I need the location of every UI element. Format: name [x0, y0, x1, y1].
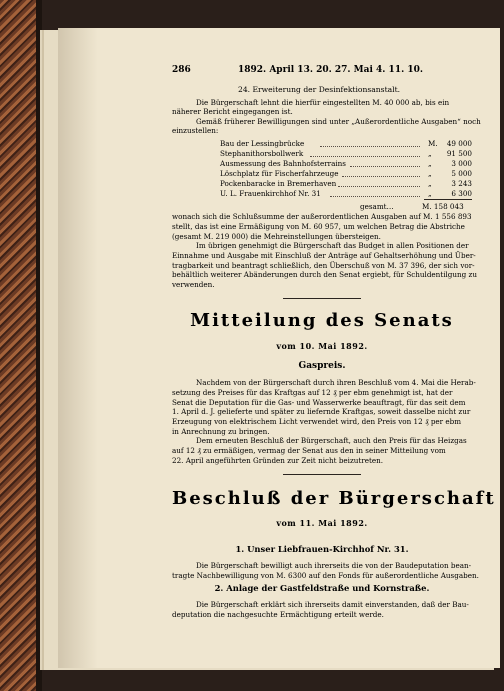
paragraph-line: Die Bürgerschaft bewilligt auch ihrerseits die von der Baudeputation bean- [196, 561, 472, 570]
leader-dots [320, 146, 420, 147]
budget-item-amount: 3 243 [451, 179, 472, 188]
budget-item-label: Löschplatz für Fischerfahrzeuge [220, 169, 339, 178]
budget-item-currency: „ [428, 159, 432, 168]
paragraph-line: näherer Bericht eingegangen ist. [172, 107, 293, 116]
leader-dots [342, 176, 420, 177]
budget-item-label: Bau der Lessingbrücke [220, 139, 305, 148]
paragraph-line: (gesamt M. 219 000) die Mehreinstellungen übersteigen. [172, 232, 381, 241]
section-heading-senat: Mitteilung des Senats [190, 310, 454, 331]
page-gutter-shadow [58, 28, 98, 668]
paragraph-line: behältlich weiterer Abänderungen durch den Senat ergiebt, für Schuldentilgung zu [172, 270, 477, 279]
paragraph-line: Erzeugung von elektrischem Licht verwendet wird, den Preis von 12 ₰ per ebm [172, 417, 462, 426]
budget-item-amount: 3 000 [451, 159, 472, 168]
subheading-liebfrauen: 1. Unser Liebfrauen-Kirchhof Nr. 31. [235, 544, 409, 554]
sum-rule [424, 199, 472, 200]
paragraph-line: auf 12 ₰ zu ermäßigen, vermag der Senat aus den in seiner Mitteilung vom [172, 446, 446, 455]
binding-edge [36, 0, 42, 691]
paragraph-line: Dem erneuten Beschluß der Bürgerschaft, auch den Preis für das Heizgas [196, 436, 467, 445]
paragraph-line: stellt, das ist eine Ermäßigung von M. 60 957, um welchen Betrag die Abstriche [172, 222, 465, 231]
budget-item-currency: „ [428, 169, 432, 178]
paragraph-line: Senat die Deputation für die Gas- und Wasserwerke beauftragt, für das seit dem [172, 398, 466, 407]
subheading-gastfeldstrasse: 2. Anlage der Gastfeldstraße und Kornstraße. [214, 583, 430, 593]
budget-item-amount: 91 500 [446, 149, 472, 158]
leader-dots [350, 166, 420, 167]
budget-item-amount: 6 300 [451, 189, 472, 198]
page-number: 286 [172, 65, 191, 75]
budget-item-currency: „ [428, 189, 432, 198]
paragraph-line: 22. April angeführten Gründen zur Zeit nicht beizutreten. [172, 456, 384, 465]
paragraph-line: setzung des Preises für das Kraftgas auf 12 ₰ per ebm genehmigt ist, hat der [172, 388, 453, 397]
paragraph-line: Die Bürgerschaft lehnt die hierfür eingestellten M. 40 000 ab, bis ein [196, 98, 450, 107]
book-binding [0, 0, 40, 691]
paragraph-line: Die Bürgerschaft erklärt sich ihrerseits damit einverstanden, daß der Bau- [196, 600, 469, 609]
leader-dots [310, 156, 420, 157]
paragraph-line: verwenden. [172, 280, 215, 289]
budget-item-amount: 5 000 [451, 169, 472, 178]
leader-dots [330, 196, 420, 197]
total-label: gesamt… [360, 202, 394, 211]
budget-item-label: Pockenbaracke in Bremerhaven [220, 179, 337, 188]
budget-item-currency: M. [428, 139, 438, 148]
paragraph-line: Gemäß früherer Bewilligungen sind unter „Außerordentliche Ausgaben“ noch [196, 117, 481, 126]
section-divider [283, 474, 361, 475]
budget-item-currency: „ [428, 149, 432, 158]
paragraph-line: deputation die nachgesuchte Ermächtigung erteilt werde. [172, 610, 384, 619]
section-date: vom 11. Mai 1892. [276, 518, 368, 528]
budget-item-label: Ausmessung des Bahnhofsterrains [220, 159, 346, 168]
budget-item-label: U. L. Frauenkirchhof Nr. 31 [220, 189, 321, 198]
paragraph-line: wonach sich die Schlußsumme der außerordentlichen Ausgaben auf M. 1 556 893 [172, 212, 472, 221]
budget-item-amount: 49 000 [446, 139, 472, 148]
leader-dots [338, 186, 420, 187]
section-date: vom 10. Mai 1892. [276, 341, 368, 351]
running-head: 1892. April 13. 20. 27. Mai 4. 11. 10. [238, 65, 424, 75]
subheading-gaspreis: Gaspreis. [298, 361, 346, 371]
section-divider [283, 298, 361, 299]
section-title-desinfektion: 24. Erweiterung der Desinfektionsanstalt. [238, 85, 401, 94]
paragraph-line: Nachdem von der Bürgerschaft durch ihren Beschluß vom 4. Mai die Herab- [196, 378, 476, 387]
section-heading-buergerschaft: Beschluß der Bürgerschaft [172, 488, 496, 509]
paragraph-line: einzustellen: [172, 126, 219, 135]
budget-item-currency: „ [428, 179, 432, 188]
paragraph-line: 1. April d. J. gelieferte und später zu liefernde Kraftgas, soweit dasselbe nicht zur [172, 407, 471, 416]
paragraph-line: in Anrechnung zu bringen. [172, 427, 270, 436]
paragraph-line: Einnahme und Ausgabe mit Einschluß der Anträge auf Gehaltserhöhung und Über- [172, 251, 476, 260]
paragraph-line: Im übrigen genehmigt die Bürgerschaft das Budget in allen Positionen der [196, 241, 469, 250]
budget-item-label: Stephanithorsbollwerk [220, 149, 304, 158]
paragraph-line: tragte Nachbewilligung von M. 6300 auf den Fonds für außerordentliche Ausgaben. [172, 571, 479, 580]
paragraph-line: tragbarkeit und beantragt schließlich, den Überschuß von M. 37 396, der sich vor- [172, 261, 475, 270]
total-amount: M. 158 043 [422, 202, 464, 211]
